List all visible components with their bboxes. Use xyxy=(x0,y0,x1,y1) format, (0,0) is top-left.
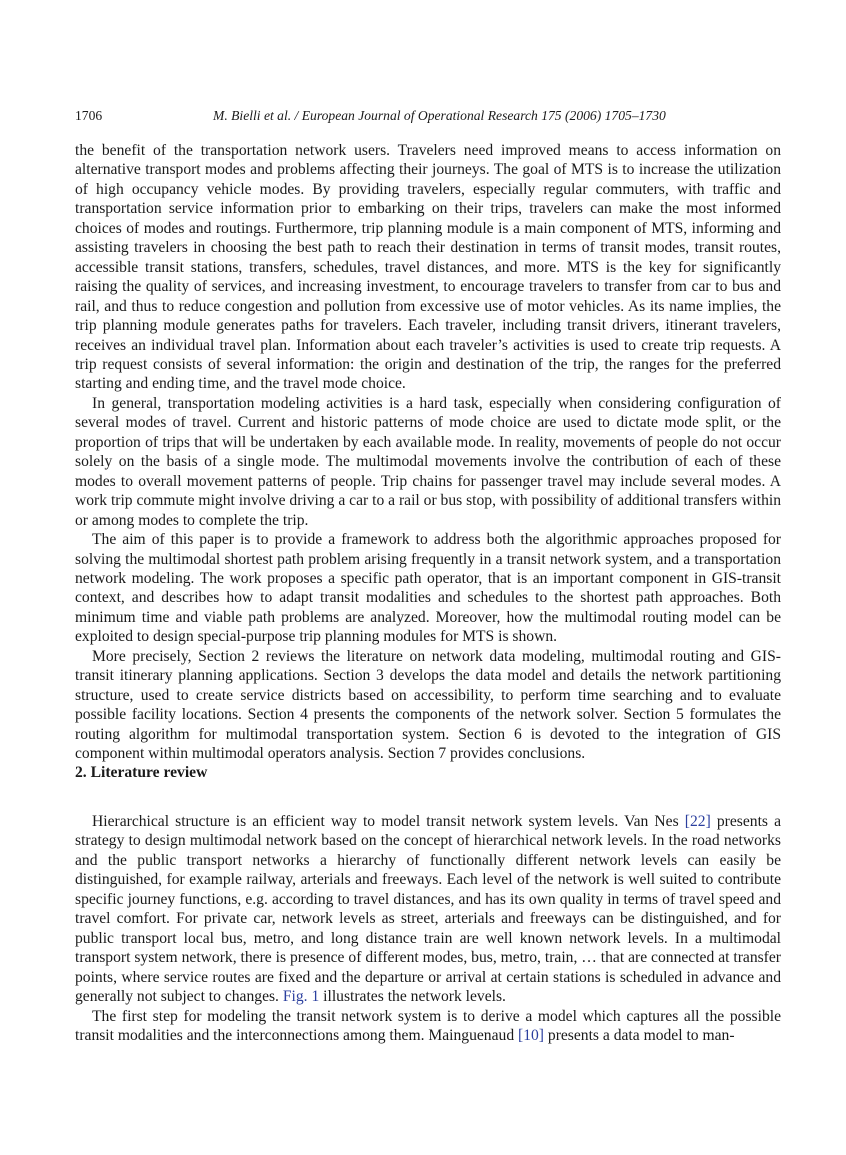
citation-link[interactable]: [10] xyxy=(518,1026,544,1044)
citation-link[interactable]: [22] xyxy=(684,813,711,830)
paragraph: the benefit of the transportation network users. Travelers need improved means to access information on alternative transport modes and problems affecting their journeys. The goal of MTS is to increase the utilization of high occupancy vehicle modes. By providing travelers, especially regular commuters, with traffic and transportation service information prior to embarking on their trips, travelers can make the most informed choices of modes and routings. Furthermore, trip planning module is a main component of MTS, informing and assisting travelers in choosing the best path to reach their destination in terms of transit modes, transit routes, accessible transit stations, transfers, schedules, travel distances, and more. MTS is the key for significantly raising the quality of services, and increasing investment, to encourage travelers to transfer from car to bus and rail, and thus to reduce congestion and pollution from excessive use of motor vehicles. As its name implies, the trip planning module generates paths for travelers. Each traveler, including transit drivers, itinerant travelers, receives an individual travel plan. Information about each traveler’s activities is used to create trip requests. A trip request consists of several information: the origin and destination of the trip, the ranges for the preferred starting and ending time, and the travel mode choice. xyxy=(75,142,781,393)
text-run: illustrates the network levels. xyxy=(319,988,506,1006)
paragraph: The aim of this paper is to provide a framework to address both the algorithmic approaches proposed for solving the multimodal shortest path problem arising frequently in a transit network system, and a transportation network modeling. The work proposes a specific path operator, that is an important component in GIS-transit context, and describes how to adapt transit modalities and schedules to the shortest path approaches. Both minimum time and viable path problems are analyzed. Moreover, how the multimodal routing model can be exploited to design special-purpose trip planning modules for MTS is shown. xyxy=(75,531,781,646)
text-run: presents a strategy to design multimodal network based on the concept of hierarchical network levels. In the road networks and the public transport networks a hierarchy of functionally different network levels can easily be distinguished, for example railway, arterials and freeways. Each level of the network is well suited to contribute specific journey functions, e.g. according to travel distances, and has its own quality in terms of travel speed and travel comfort. For private car, network levels as street, arterials and freeways can be distinguished, and for public transport local bus, metro, and long distance train are well known network levels. In a multimodal transport system network, there is presence of different modes, bus, metro, train, … that are connected at transfer points, where service routes are fixed and the departure or arrival at certain stations is scheduled in advance and generally not subject to changes. xyxy=(75,813,781,1006)
paragraph: In general, transportation modeling activities is a hard task, especially when considering configuration of several modes of travel. Current and historic patterns of mode choice are used to dictate mode split, or the proportion of trips that will be undertaken by each available mode. In reality, movements of people do not occur solely on the basis of a single mode. The multimodal movements involve the contribution of each of these modes to overall movement patterns of people. Trip chains for passenger travel may include several modes. A work trip commute might involve driving a car to a rail or bus stop, with possibility of additional transfers within or among modes to complete the trip. xyxy=(75,394,781,529)
running-header xyxy=(75,108,781,128)
section-2-body xyxy=(75,812,781,1045)
paragraph xyxy=(75,812,781,1007)
section-1-body xyxy=(75,141,781,764)
page-number: 1706 xyxy=(75,108,103,123)
paragraph xyxy=(75,1007,781,1046)
journal-reference: M. Bielli et al. / European Journal of Operational Research 175 (2006) 1705–1730 xyxy=(213,108,666,123)
text-run: Hierarchical structure is an efficient way to model transit network system levels. Van Nes xyxy=(92,813,685,830)
paragraph: More precisely, Section 2 reviews the literature on network data modeling, multimodal routing and GIS-transit itinerary planning applications. Section 3 develops the data model and details the network partitioning structure, used to create service districts based on accessibility, to perform time searching and to evaluate possible facility locations. Section 4 presents the components of the network solver. Section 5 formulates the routing algorithm for multimodal transportation system. Section 6 is devoted to the integration of GIS component within multimodal operators analysis. Section 7 provides conclusions. xyxy=(75,647,781,763)
text-run: presents a data model to man- xyxy=(544,1026,735,1044)
figure-link[interactable]: Fig. 1 xyxy=(282,988,320,1006)
text-run: The first step for modeling the transit network system is to derive a model which captures all the possible transit modalities and the interconnections among them. Mainguenaud xyxy=(75,1007,781,1044)
section-heading: 2. Literature review xyxy=(75,764,208,781)
